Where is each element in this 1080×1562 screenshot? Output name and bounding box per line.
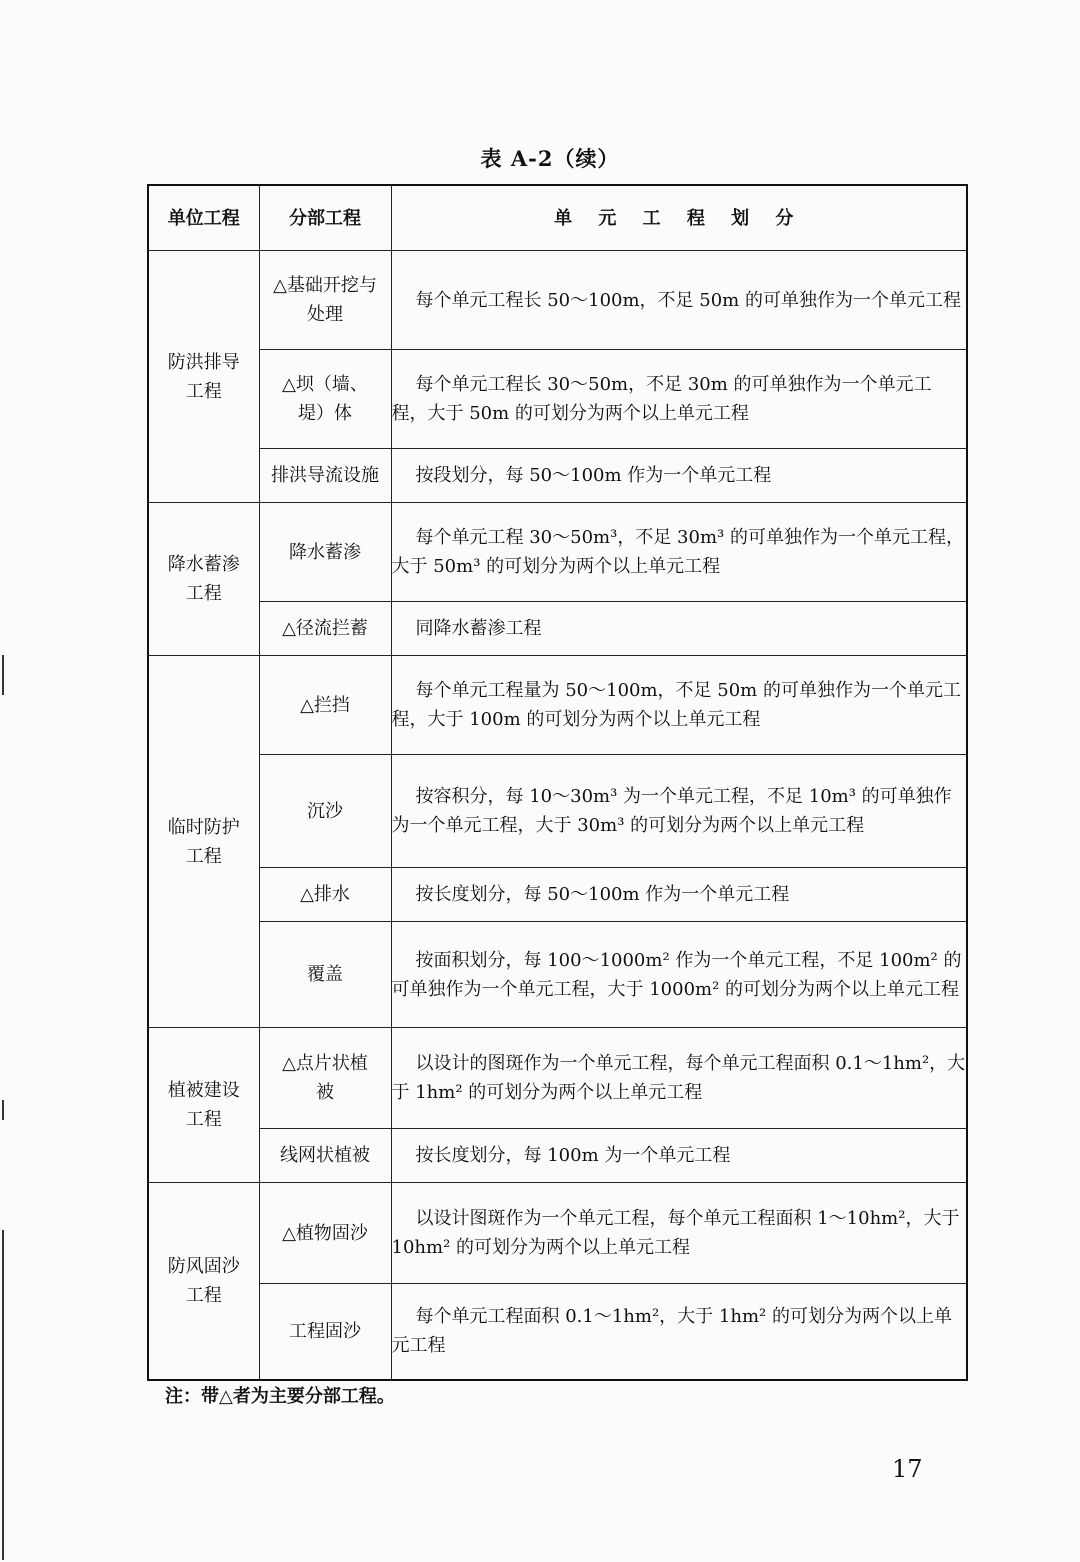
division-project-cell <box>259 350 391 449</box>
unit-division-description: 每个单元工程 30～50m³，不足 30m³ 的可单独作为一个单元工程，大于 50m³ 的可划分为两个以上单元工程 <box>391 503 967 602</box>
unit-project-cell: 临时防护 工程 <box>148 656 259 1028</box>
division-project-label: 沉沙 <box>307 800 343 822</box>
scan-margin-line <box>2 1230 4 1560</box>
division-project-label: 降水蓄渗 <box>289 541 361 563</box>
unit-division-description: 按面积划分，每 100～1000m² 作为一个单元工程，不足 100m² 的可单独作为一个单元工程，大于 1000m² 的可划分为两个以上单元工程 <box>391 922 967 1028</box>
page-number: 17 <box>892 1455 923 1483</box>
unit-project-cell: 防风固沙 工程 <box>148 1183 259 1380</box>
unit-division-description: 按长度划分，每 50～100m 作为一个单元工程 <box>391 868 967 922</box>
table-row <box>148 251 967 350</box>
unit-project-cell: 防洪排导 工程 <box>148 251 259 503</box>
table-row <box>148 449 967 503</box>
division-project-cell <box>259 868 391 922</box>
division-project-label: 工程固沙 <box>289 1320 361 1342</box>
unit-division-description: 同降水蓄渗工程 <box>391 602 967 656</box>
unit-division-description: 以设计图斑作为一个单元工程，每个单元工程面积 1～10hm²，大于 10hm² 的可划分为两个以上单元工程 <box>391 1183 967 1284</box>
division-project-cell <box>259 1028 391 1129</box>
unit-division-description: 以设计的图斑作为一个单元工程，每个单元工程面积 0.1～1hm²，大于 1hm² 的可划分为两个以上单元工程 <box>391 1028 967 1129</box>
header-unit-project: 单位工程 <box>148 185 259 251</box>
division-project-cell <box>259 656 391 755</box>
table-row <box>148 350 967 449</box>
division-project-label: △点片状植被 <box>282 1053 368 1103</box>
division-project-label: △径流拦蓄 <box>282 618 368 639</box>
unit-division-description: 每个单元工程面积 0.1～1hm²，大于 1hm² 的可划分为两个以上单元工程 <box>391 1284 967 1380</box>
division-project-cell <box>259 922 391 1028</box>
division-project-cell <box>259 1183 391 1284</box>
division-project-cell <box>259 1129 391 1183</box>
division-project-label: 排洪导流设施 <box>271 465 379 486</box>
division-project-cell <box>259 1284 391 1380</box>
unit-division-description: 每个单元工程量为 50～100m，不足 50m 的可单独作为一个单元工程，大于 100m 的可划分为两个以上单元工程 <box>391 656 967 755</box>
unit-division-description: 每个单元工程长 50～100m，不足 50m 的可单独作为一个单元工程 <box>391 251 967 350</box>
unit-division-description: 按段划分，每 50～100m 作为一个单元工程 <box>391 449 967 503</box>
division-project-cell <box>259 251 391 350</box>
division-project-label: 线网状植被 <box>280 1145 370 1166</box>
table-row <box>148 868 967 922</box>
division-project-label: △坝（墙、堤）体 <box>282 374 368 424</box>
table-note: 注：带△者为主要分部工程。 <box>165 1386 395 1407</box>
unit-division-description: 按长度划分，每 100m 为一个单元工程 <box>391 1129 967 1183</box>
unit-project-cell: 植被建设 工程 <box>148 1028 259 1183</box>
division-project-cell <box>259 602 391 656</box>
division-project-cell <box>259 503 391 602</box>
table-row <box>148 1284 967 1380</box>
division-project-label: △植物固沙 <box>282 1222 368 1244</box>
unit-division-description: 每个单元工程长 30～50m，不足 30m 的可单独作为一个单元工程，大于 50m 的可划分为两个以上单元工程 <box>391 350 967 449</box>
table-row <box>148 656 967 755</box>
table-row <box>148 503 967 602</box>
division-project-label: △排水 <box>300 884 350 905</box>
division-project-cell <box>259 755 391 868</box>
division-project-label: △拦挡 <box>300 694 350 716</box>
header-unit-division: 单 元 工 程 划 分 <box>391 185 967 251</box>
unit-project-cell: 降水蓄渗 工程 <box>148 503 259 656</box>
table-row <box>148 922 967 1028</box>
unit-division-table <box>147 184 968 1381</box>
table-row <box>148 1028 967 1129</box>
table-row <box>148 1183 967 1284</box>
table-row <box>148 1129 967 1183</box>
table-row <box>148 755 967 868</box>
scan-margin-line <box>2 655 4 695</box>
unit-division-description: 按容积分，每 10～30m³ 为一个单元工程，不足 10m³ 的可单独作为一个单元工程，大于 30m³ 的可划分为两个以上单元工程 <box>391 755 967 868</box>
division-project-label: △基础开挖与处理 <box>273 275 377 325</box>
table-row <box>148 602 967 656</box>
division-project-label: 覆盖 <box>307 964 343 985</box>
division-project-cell <box>259 449 391 503</box>
table-title: 表 A-2（续） <box>480 146 620 171</box>
header-division-project: 分部工程 <box>259 185 391 251</box>
scan-margin-line <box>2 1100 4 1120</box>
table-header-row <box>148 185 967 251</box>
